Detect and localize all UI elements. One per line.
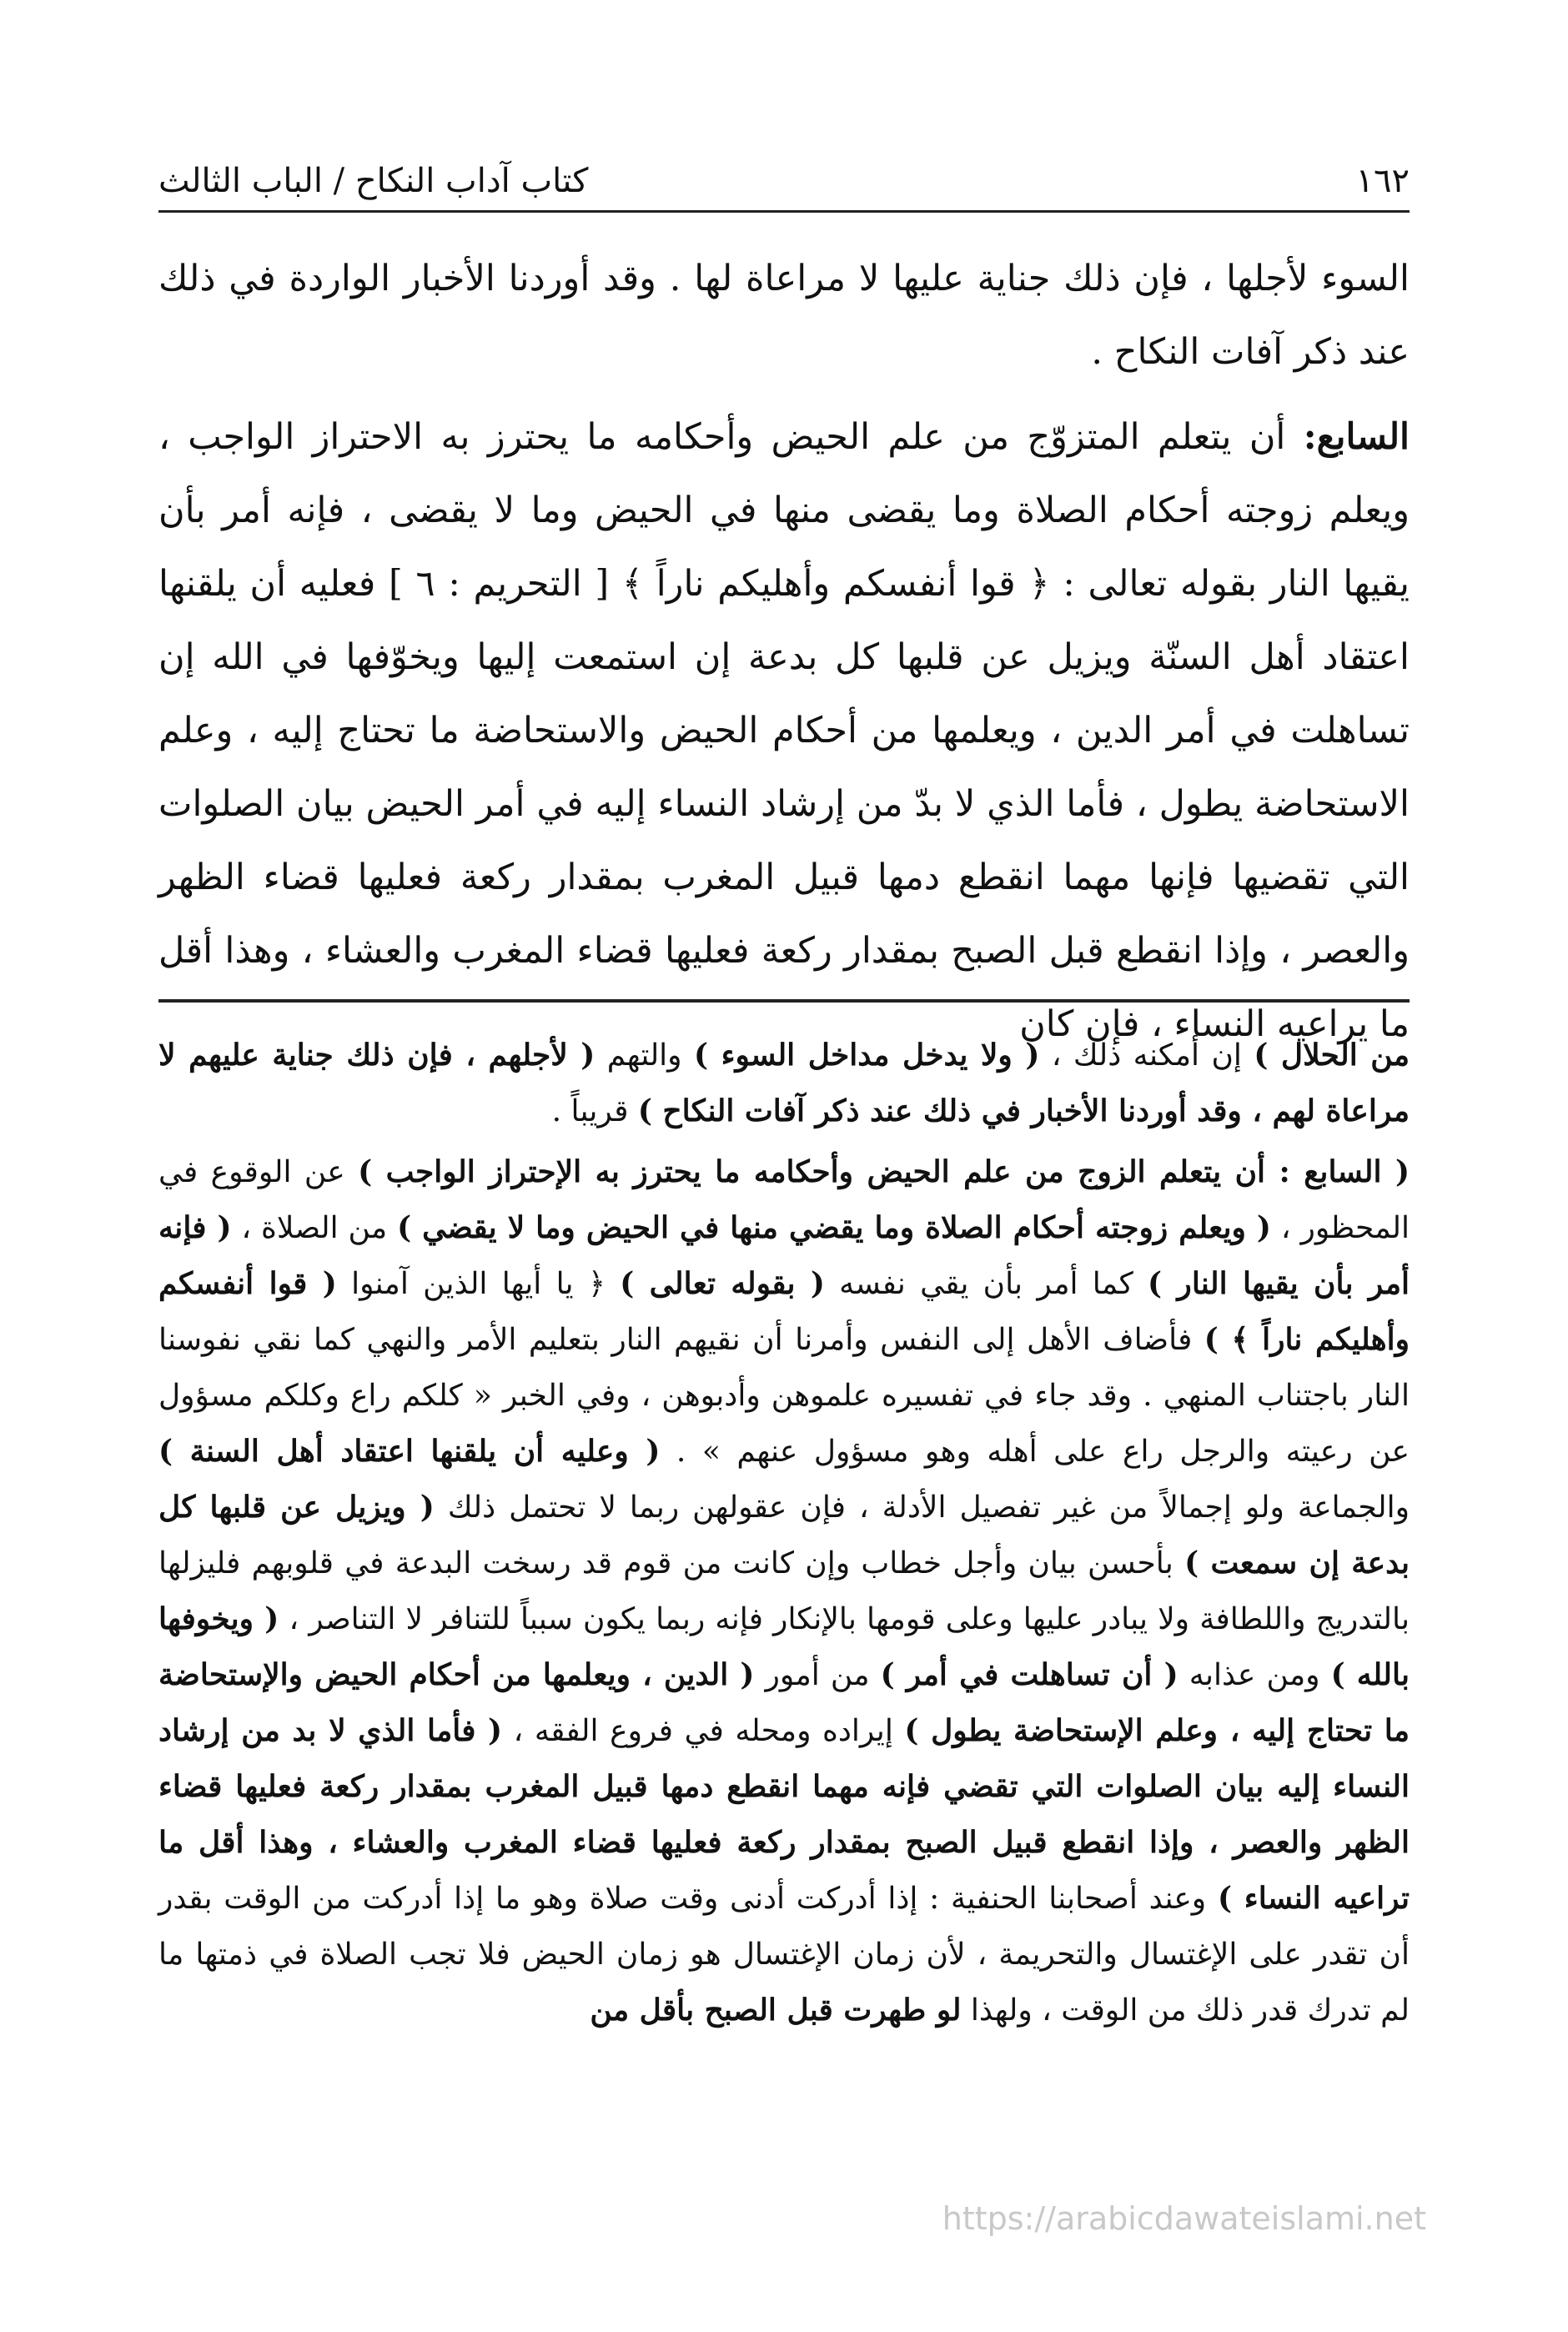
page-number: ١٦٢ (1355, 162, 1410, 200)
seventh-label: السابع: (1303, 416, 1410, 458)
commentary-matn-segment: ( فأما الذي لا بد من إرشاد النساء إليه بيان الصلوات التي تقضي فإنه مهما انقطع دمها قبيل المغرب بمقدار ركعة فعليها قضاء الظهر والعصر ، وإذا انقطع قبيل الصبح بمقدار ركعة فعليها قضاء المغرب والعشاء ، وهذا أقل ما تراعيه النساء ) (158, 1713, 1410, 1916)
commentary-matn-segment: ( فإنه أمر بأن يقيها النار ) (158, 1210, 1410, 1301)
commentary-gloss-segment: من الصلاة ، (231, 1211, 398, 1245)
commentary-gloss-segment: ﴿ يا أيها الذين آمنوا (336, 1267, 621, 1301)
commentary-gloss-segment: قريباً . (551, 1094, 638, 1128)
commentary-matn-segment: ( قوا أنفسكم وأهليكم ناراً ﴾ ) (158, 1266, 1410, 1357)
commentary-matn-segment: ( ويعلم زوجته أحكام الصلاة وما يقضي منها في الحيض وما لا يقضي ) (397, 1210, 1271, 1245)
commentary-gloss-segment: عن الوقوع في المحظور ، (158, 1155, 1410, 1245)
commentary-gloss-segment: بأحسن بيان وأجل خطاب وإن كانت من قوم قد رسخت البدعة في قلوبهم فليزلها بالتدريج واللطافة ولا يبادر عليها وعلى قومها بالإنكار فإنه ربما يكون سبباً للتنافر لا التناصر ، (158, 1546, 1410, 1636)
commentary-matn-segment: ( السابع : أن يتعلم الزوج من علم الحيض وأحكامه ما يحترز به الإحتراز الواجب ) (358, 1154, 1410, 1189)
commentary-matn-segment: ( لأجلهم ، فإن ذلك جناية عليهم لا مراعاة لهم ، وقد أوردنا الأخبار في ذلك عند ذكر آفات النكاح ) (158, 1038, 1410, 1128)
commentary-matn-segment: ( أن تساهلت في أمر ) (880, 1657, 1179, 1692)
commentary-gloss-segment: والجماعة ولو إجمالاً من غير تفصيل الأدلة ، فإن عقولهن ربما لا تحتمل ذلك (434, 1490, 1410, 1525)
commentary-gloss-segment: والتهم (595, 1038, 694, 1073)
watermark-url: https://arabicdawateislami.net (942, 2200, 1426, 2237)
commentary-gloss-segment: فأضاف الأهل إلى النفس وأمرنا أن نقيهم النار بتعليم الأمر والنهي كما نقي نفوسنا النار باجتناب المنهي . وقد جاء في تفسيره علموهن وأدبوهن ، وفي الخبر « كلكم راع وكلكم مسؤول عن رعيته والرجل راع على أهله وهو مسؤول عنهم » . (158, 1323, 1410, 1469)
commentary-gloss-segment: إن أمكنه ذلك ، (1039, 1038, 1254, 1073)
commentary-matn-segment: لو طهرت قبل الصبح بأقل من (590, 1993, 962, 2028)
chapter-title: كتاب آداب النكاح / الباب الثالث (158, 162, 589, 200)
commentary-gloss-segment: كما أمر بأن يقي نفسه (824, 1267, 1148, 1301)
commentary-matn-segment: ( ويخوفها بالله ) (158, 1601, 1410, 1692)
commentary-gloss-segment: وعند أصحابنا الحنفية : إذا أدركت أدنى وقت صلاة وهو ما إذا أدركت من الوقت بقدر أن تقدر على الإغتسال والتحريمة ، لأن زمان الإغتسال هو زمان الحيض فلا تجب الصلاة في ذمتها ما لم تدرك قدر ذلك من الوقت ، ولهذا (158, 1882, 1410, 2028)
commentary-matn-segment: ( الدين ، ويعلمها من أحكام الحيض والإستحاضة ما تحتاج إليه ، وعلم الإستحاضة يطول ) (158, 1657, 1410, 1748)
running-header (158, 142, 1410, 213)
seventh-paragraph (158, 400, 1410, 1061)
commentary-gloss-segment: إيراده ومحله في فروع الفقه ، (502, 1714, 905, 1748)
commentary-matn-segment: ( ويزيل عن قلبها كل بدعة إن سمعت ) (158, 1490, 1410, 1581)
seventh-text: أن يتعلم المتزوّج من علم الحيض وأحكامه ما يحترز به الاحتراز الواجب ، ويعلم زوجته أحكام الصلاة وما يقضى منها في الحيض وما لا يقضى ، فإنه أمر بأن يقيها النار بقوله تعالى : ﴿ قوا أنفسكم وأهليكم ناراً ﴾ [ التحريم : ٦ ] فعليه أن يلقنها اعتقاد أهل السنّة ويزيل عن قلبها كل بدعة إن استمعت إليها ويخوّفها في الله إن تساهلت في أمر الدين ، ويعلمها من أحكام الحيض والاستحاضة ما تحتاج إليه ، وعلم الاستحاضة يطول ، فأما الذي لا بدّ من إرشاد النساء إليه في أمر الحيض بيان الصلوات التي تقضيها فإنها مهما انقطع دمها قبيل المغرب بمقدار ركعة فعليها قضاء الظهر والعصر ، وإذا انقطع قبل الصبح بمقدار ركعة فعليها قضاء المغرب والعشاء ، وهذا أقل ما يراعيه النساء ، فإن كان (158, 416, 1410, 1045)
main-text (158, 242, 1410, 1073)
commentary (158, 1028, 1410, 2043)
intro-paragraph: السوء لأجلها ، فإن ذلك جناية عليها لا مراعاة لها . وقد أوردنا الأخبار الواردة في ذلك عند ذكر آفات النكاح . (158, 258, 1410, 373)
commentary-matn-segment: ( وعليه أن يلقنها اعتقاد أهل السنة ) (158, 1434, 661, 1469)
divider-rule (158, 999, 1410, 1003)
commentary-paragraph-1 (158, 1028, 1410, 1139)
commentary-matn-segment: ( ولا يدخل مداخل السوء ) (694, 1038, 1040, 1073)
commentary-paragraph-2 (158, 1144, 1410, 2038)
commentary-matn-segment: ( بقوله تعالى ) (620, 1266, 825, 1301)
commentary-matn-segment: من الحلال ) (1254, 1038, 1410, 1073)
commentary-gloss-segment: من أمور (754, 1658, 881, 1692)
commentary-gloss-segment: ومن عذابه (1178, 1658, 1331, 1692)
